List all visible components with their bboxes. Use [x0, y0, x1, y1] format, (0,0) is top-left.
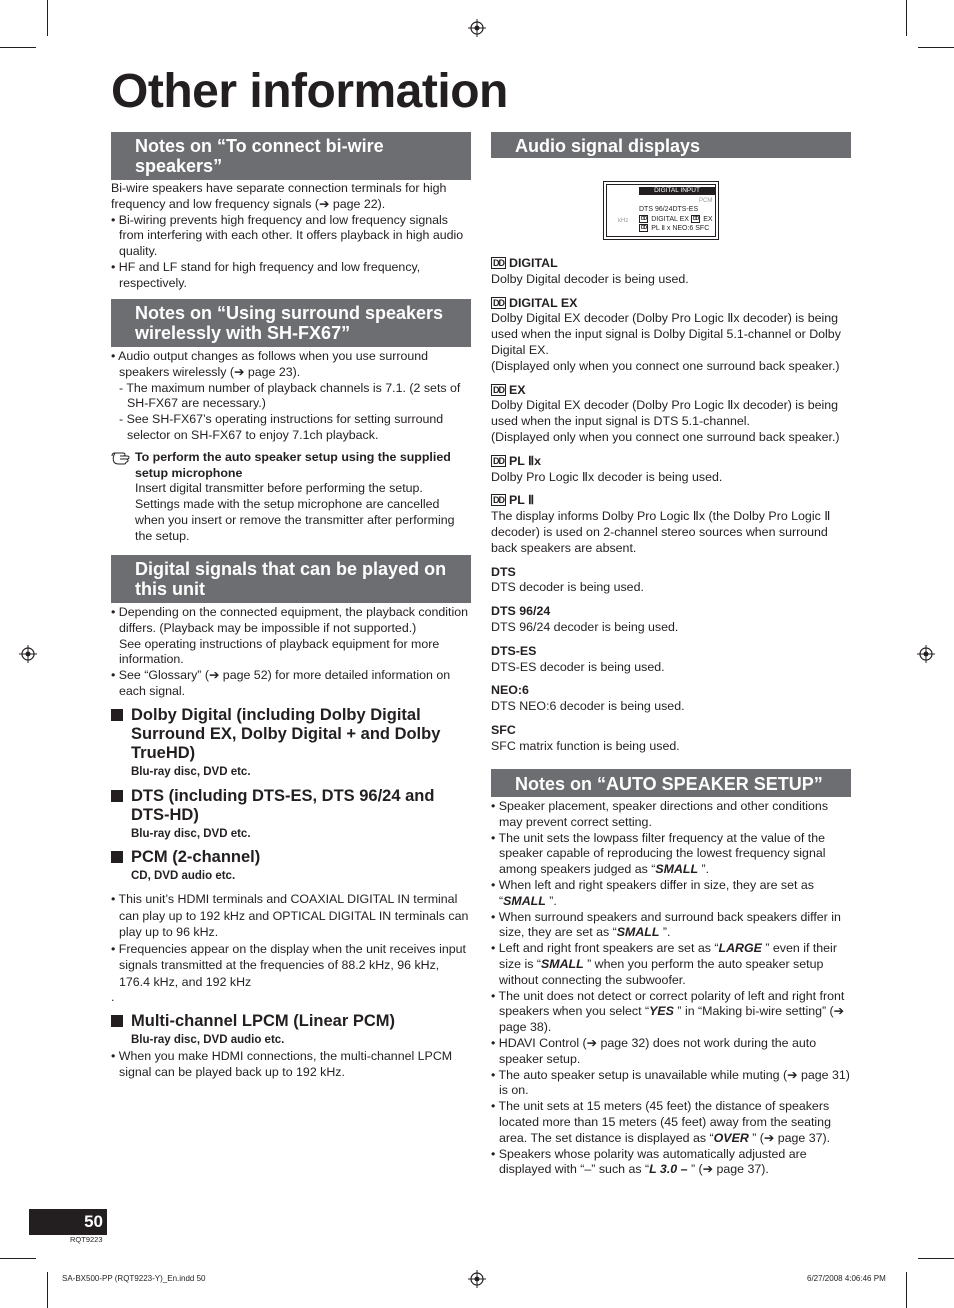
biwire-body — [111, 181, 471, 292]
biwire-intro: Bi-wire speakers have separate connection terminals for high frequency and low frequency signals (➔ page 22). — [111, 181, 447, 211]
list-item: • When surround speakers and surround back speakers differ in size, they are set as “SMALL ”. — [491, 909, 841, 940]
format-media: Blu-ray disc, DVD audio etc. — [131, 1033, 285, 1046]
registration-mark-icon — [468, 19, 486, 37]
display-khz: kHz — [618, 218, 629, 224]
display-term: DD EX — [493, 382, 526, 397]
list-item: • Audio output changes as follows when you use surround speakers wirelessly (➔ page 23). — [111, 349, 429, 379]
stray-dot: . — [111, 990, 115, 1005]
list-item: • The unit does not detect or correct polarity of left and right front speakers when you select “YES ” in “Making bi-wire setting” (➔ page 38). — [491, 988, 845, 1035]
crop-mark — [47, 1272, 48, 1308]
display-pcm: PCM — [699, 198, 713, 204]
dolby-logo-icon: DD — [493, 384, 504, 395]
doc-code: RQT9223 — [70, 1235, 103, 1244]
display-term: DTS — [491, 564, 516, 579]
registration-mark-icon — [19, 645, 37, 663]
section-heading-surround: Notes on “Using surround speakers wirelessly with SH-FX67” — [111, 299, 471, 347]
dolby-logo-icon: DD — [493, 258, 504, 268]
list-item: • Speakers whose polarity was automatically adjusted are displayed with “–” such as “L 3.0 – ” (➔ page 37). — [491, 1146, 807, 1177]
list-item: • When left and right speakers differ in size, they are set as “SMALL ”. — [491, 877, 814, 908]
display-desc: DTS NEO:6 decoder is being used. — [491, 699, 685, 714]
format-heading: PCM (2-channel) — [111, 848, 471, 867]
list-item: • Frequencies appear on the display when the unit receives input signals transmitted at the frequencies of 88.2 kHz, 96 kHz, 176.4 kHz, and 192 kHz — [111, 941, 466, 989]
format-media: Blu-ray disc, DVD etc. — [131, 827, 251, 840]
display-term: DD DIGITAL — [493, 256, 558, 270]
list-item: • The unit sets at 15 meters (45 feet) the distance of speakers located more than 15 meters (45 feet) away from the seating area. The set distance is displayed as “OVER ” (➔ page 37). — [491, 1099, 831, 1145]
crop-mark — [918, 47, 954, 48]
list-item: • Bi-wiring prevents high frequency and low frequency signals from interfering with each other. It offers playback in high audio quality. — [111, 212, 464, 259]
display-desc: Dolby Digital decoder is being used. — [491, 271, 689, 286]
format-heading: Dolby Digital (including Dolby Digital Surround EX, Dolby Digital + and Dolby TrueHD) — [111, 706, 471, 763]
display-line: DD EX — [693, 216, 713, 223]
display-desc: DTS-ES decoder is being used. — [491, 659, 665, 674]
crop-mark — [906, 1272, 907, 1308]
list-item: - The maximum number of playback channels is 7.1. (2 sets of SH-FX67 are necessary.) — [119, 380, 461, 411]
list-item: • This unit’s HDMI terminals and COAXIAL DIGITAL IN terminal can play up to 192 kHz and OPTICAL DIGITAL IN terminals can play up to 96 kHz. — [111, 892, 469, 940]
display-line: DD PL Ⅱ x NEO:6 SFC — [641, 225, 710, 232]
dolby-logo-icon: DD — [493, 455, 504, 466]
display-desc: The display informs Dolby Pro Logic Ⅱx (the Dolby Pro Logic Ⅱ decoder) is used on 2-channel stereo sources when surround back speakers are absent. — [491, 509, 831, 555]
format-media: Blu-ray disc, DVD etc. — [131, 765, 251, 778]
dolby-logo-icon: DD — [493, 495, 504, 506]
display-desc-extra: (Displayed only when you connect one surround back speaker.) — [491, 429, 840, 444]
pointing-hand-icon — [111, 450, 133, 466]
format-heading: Multi-channel LPCM (Linear PCM) — [111, 1012, 471, 1031]
surround-body — [111, 349, 471, 545]
list-item-extra: See operating instructions of playback equipment for more information. — [119, 636, 440, 667]
display-term: SFC — [491, 722, 516, 737]
front-display-illustration — [603, 181, 719, 240]
display-term: DD PL Ⅱx — [493, 453, 542, 468]
crop-mark — [47, 0, 48, 36]
list-item: • HDAVI Control (➔ page 32) does not work during the auto speaker setup. — [491, 1035, 817, 1066]
footer-date: 6/27/2008 4:06:46 PM — [807, 1274, 886, 1283]
display-line: DTS 96/24DTS-ES — [639, 206, 699, 213]
display-term: DTS 96/24 — [491, 604, 551, 619]
list-item: • Speaker placement, speaker directions and other conditions may prevent correct setting. — [491, 799, 829, 829]
display-term: DD DIGITAL EX — [493, 295, 578, 310]
dolby-logo-icon: DD — [493, 297, 504, 308]
square-bullet-icon — [111, 709, 123, 721]
page-number: 50 — [84, 1212, 103, 1231]
list-item: • The unit sets the lowpass filter frequency at the value of the speaker capable of reproducing the lowest frequency signal among speakers judged as “SMALL ”. — [491, 830, 826, 877]
section-heading-digital: Digital signals that can be played on this unit — [111, 555, 471, 603]
section-heading-auto: Notes on “AUTO SPEAKER SETUP” — [491, 769, 851, 797]
registration-mark-icon — [917, 645, 935, 663]
square-bullet-icon — [111, 790, 123, 802]
format-heading: DTS (including DTS-ES, DTS 96/24 and DTS-HD) — [111, 787, 471, 825]
display-desc: DTS decoder is being used. — [491, 580, 644, 595]
note-body: Insert digital transmitter before performing the setup. Settings made with the setup microphone are cancelled when you insert or remove the transmitter after performing the setup. — [135, 481, 455, 543]
display-desc: Dolby Digital EX decoder (Dolby Pro Logic Ⅱx decoder) is being used when the input signal is DTS 5.1-channel. — [491, 398, 839, 429]
list-item: - See SH-FX67’s operating instructions for setting surround selector on SH-FX67 to enjoy 7.1ch playback. — [119, 412, 444, 442]
list-item: • When you make HDMI connections, the multi-channel LPCM signal can be played back up to 192 kHz. — [111, 1048, 453, 1079]
crop-mark — [906, 0, 907, 36]
display-line: DD DIGITAL EX — [641, 216, 689, 223]
page-title: Other information — [111, 65, 508, 118]
registration-mark-icon — [468, 1270, 486, 1288]
display-desc: DTS 96/24 decoder is being used. — [491, 619, 679, 634]
list-item: • The auto speaker setup is unavailable while muting (➔ page 31) is on. — [491, 1067, 850, 1098]
list-item: • Depending on the connected equipment, the playback condition differs. (Playback may be impossible if not supported.) — [111, 605, 469, 635]
section-heading-audio: Audio signal displays — [491, 132, 851, 158]
display-header: DIGITAL INPUT — [639, 187, 715, 195]
display-term: DD PL Ⅱ — [493, 493, 535, 508]
note-title: To perform the auto speaker setup using the supplied setup microphone — [135, 449, 451, 480]
crop-mark — [918, 1258, 954, 1259]
square-bullet-icon — [111, 851, 123, 863]
display-desc: SFC matrix function is being used. — [491, 738, 680, 753]
digital-body — [111, 605, 471, 1080]
display-desc-extra: (Displayed only when you connect one surround back speaker.) — [491, 358, 840, 373]
list-item: • See “Glossary” (➔ page 52) for more detailed information on each signal. — [111, 668, 451, 698]
audio-body — [491, 256, 853, 755]
display-desc: Dolby Digital EX decoder (Dolby Pro Logic Ⅱx decoder) is being used when the input signal is Dolby Digital 5.1-channel or Dolby Digital EX. — [491, 311, 841, 357]
section-heading-biwire: Notes on “To connect bi-wire speakers” — [111, 132, 471, 180]
format-media: CD, DVD audio etc. — [131, 870, 236, 883]
crop-mark — [0, 47, 36, 48]
note-block — [111, 450, 471, 545]
footer-file: SA-BX500-PP (RQT9223-Y)_En.indd 50 — [62, 1274, 206, 1283]
list-item: • Left and right front speakers are set as “LARGE ” even if their size is “SMALL ” when you perform the auto speaker setup without connecting the subwoofer. — [491, 941, 837, 987]
crop-mark — [0, 1258, 36, 1259]
list-item: • HF and LF stand for high frequency and low frequency, respectively. — [111, 259, 421, 290]
display-term: DTS-ES — [491, 643, 537, 658]
display-desc: Dolby Pro Logic Ⅱx decoder is being used. — [491, 469, 723, 484]
page-number-box — [29, 1209, 107, 1235]
display-term: NEO:6 — [491, 683, 529, 698]
square-bullet-icon — [111, 1015, 123, 1027]
auto-body — [491, 799, 853, 1178]
